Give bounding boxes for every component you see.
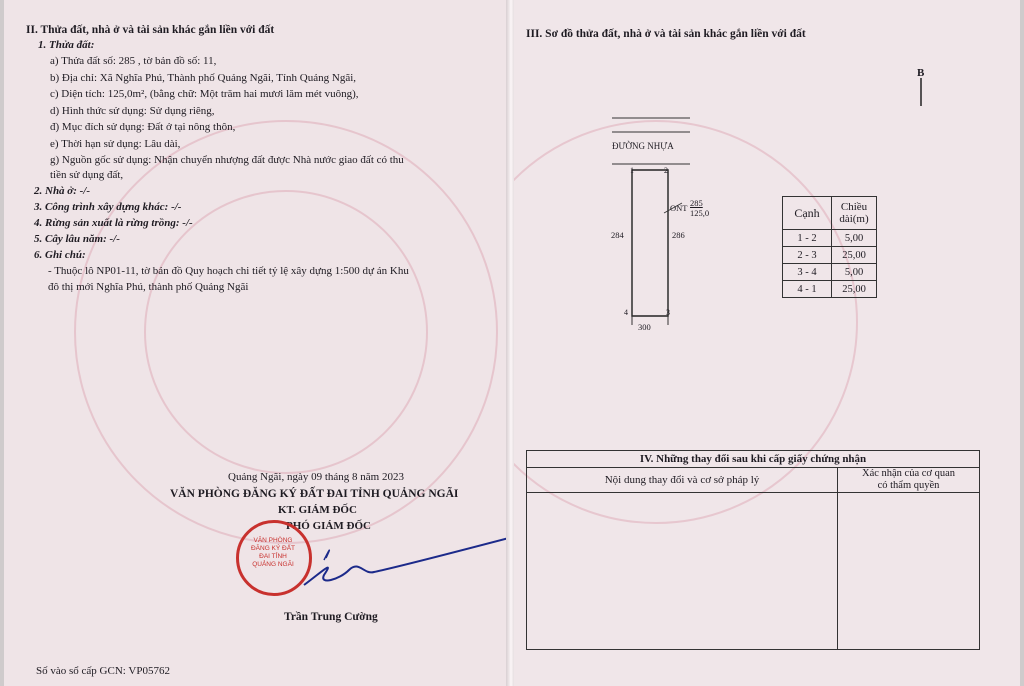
point-3: 3: [666, 308, 670, 317]
edge-cell: 3 - 4: [783, 264, 832, 281]
table-row: [783, 230, 877, 247]
land-heading: 1. Thửa đất:: [38, 39, 95, 51]
changes-content-header: Nội dung thay đổi và cơ sở pháp lý: [527, 468, 838, 493]
neighbor-300: 300: [638, 322, 651, 332]
construction-item: 3. Công trình xây dựng khác: -/-: [34, 201, 182, 213]
section-iii-title: III. Sơ đồ thửa đất, nhà ở và tài sản khác gắn liền với đất: [526, 28, 806, 40]
parcel-code: ONT: [670, 203, 688, 213]
point-4: 4: [624, 308, 628, 317]
section-ii-title: II. Thửa đất, nhà ở và tài sản khác gắn liền với đất: [26, 24, 275, 36]
table-row: [783, 247, 877, 264]
neighbor-284: 284: [611, 230, 624, 240]
road-label: ĐƯỜNG NHỰA: [612, 141, 674, 151]
deputy-title: PHÓ GIÁM ĐỐC: [286, 520, 371, 532]
length-header: Chiều dài(m): [832, 197, 877, 230]
north-arrow-label: B: [917, 67, 925, 79]
watermark-drum-inner: [144, 190, 428, 474]
purpose-line: đ) Mục đích sử dụng: Đất ở tại nông thôn,: [50, 121, 236, 133]
edge-cell: 2 - 3: [783, 247, 832, 264]
north-arrow-icon: [914, 78, 928, 108]
edge-cell: 4 - 1: [783, 281, 832, 298]
perennial-item: 5. Cây lâu năm: -/-: [34, 233, 120, 245]
neighbor-286: 286: [672, 230, 685, 240]
registry-number: Số vào sổ cấp GCN: VP05762: [36, 665, 170, 677]
edge-cell: 1 - 2: [783, 230, 832, 247]
date-line: Quảng Ngãi, ngày 09 tháng 8 năm 2023: [228, 471, 404, 483]
origin-line-2: tiền sử dụng đất,: [50, 169, 124, 181]
note-line-1: - Thuộc lô NP01-11, tờ bản đồ Quy hoạch chi tiết tỷ lệ xây dựng 1:500 dự án Khu: [48, 265, 409, 277]
point-2: 2: [664, 166, 668, 175]
signer-name: Trần Trung Cường: [284, 611, 378, 623]
edge-header: Cạnh: [783, 197, 832, 230]
edge-length-table: [782, 196, 877, 298]
table-row: [783, 264, 877, 281]
parcel-area: 125,0: [690, 208, 710, 218]
confirm-header-line-2: có thẩm quyền: [877, 480, 940, 491]
area-line: c) Diện tích: 125,0m², (bằng chữ: Một trăm hai mươi lăm mét vuông),: [50, 88, 359, 100]
table-row: [783, 281, 877, 298]
length-cell: 5,00: [832, 230, 877, 247]
parcel-number: 285: [690, 198, 703, 208]
forest-item: 4. Rừng sản xuất là rừng trồng: -/-: [34, 217, 193, 229]
signature: [294, 530, 510, 600]
origin-line: g) Nguồn gốc sử dụng: Nhận chuyển nhượng đất được Nhà nước giao đất có thu: [50, 154, 404, 166]
column-divider: [837, 492, 838, 649]
house-item: 2. Nhà ở: -/-: [34, 185, 91, 197]
right-page: [514, 0, 1020, 686]
office-name: VĂN PHÒNG ĐĂNG KÝ ĐẤT ĐAI TỈNH QUẢNG NGÃI: [170, 488, 459, 500]
seal-text: VĂN PHÒNG ĐĂNG KÝ ĐẤT ĐAI TỈNH QUẢNG NGÃI: [250, 537, 296, 568]
changes-confirm-header: [838, 468, 979, 493]
point-1: 1: [630, 166, 634, 175]
left-page: [4, 0, 510, 686]
changes-table: [526, 450, 980, 650]
parcel-line: a) Thửa đất số: 285 , tờ bản đồ số: 11,: [50, 55, 217, 67]
length-cell: 5,00: [832, 264, 877, 281]
length-cell: 25,00: [832, 281, 877, 298]
note-line-2: đô thị mới Nghĩa Phú, thành phố Quảng Ngãi: [48, 281, 249, 293]
confirm-header-line-1: Xác nhận của cơ quan: [861, 468, 955, 479]
duration-line: e) Thời hạn sử dụng: Lâu dài,: [50, 138, 181, 150]
usage-form-line: d) Hình thức sử dụng: Sử dụng riêng,: [50, 105, 215, 117]
address-line: b) Địa chỉ: Xã Nghĩa Phú, Thành phố Quảng Ngãi, Tỉnh Quảng Ngãi,: [50, 72, 357, 84]
kt-title: KT. GIÁM ĐỐC: [278, 504, 357, 516]
note-heading: 6. Ghi chú:: [34, 249, 86, 261]
length-cell: 25,00: [832, 247, 877, 264]
changes-title: IV. Những thay đổi sau khi cấp giấy chứng nhận: [527, 451, 979, 468]
